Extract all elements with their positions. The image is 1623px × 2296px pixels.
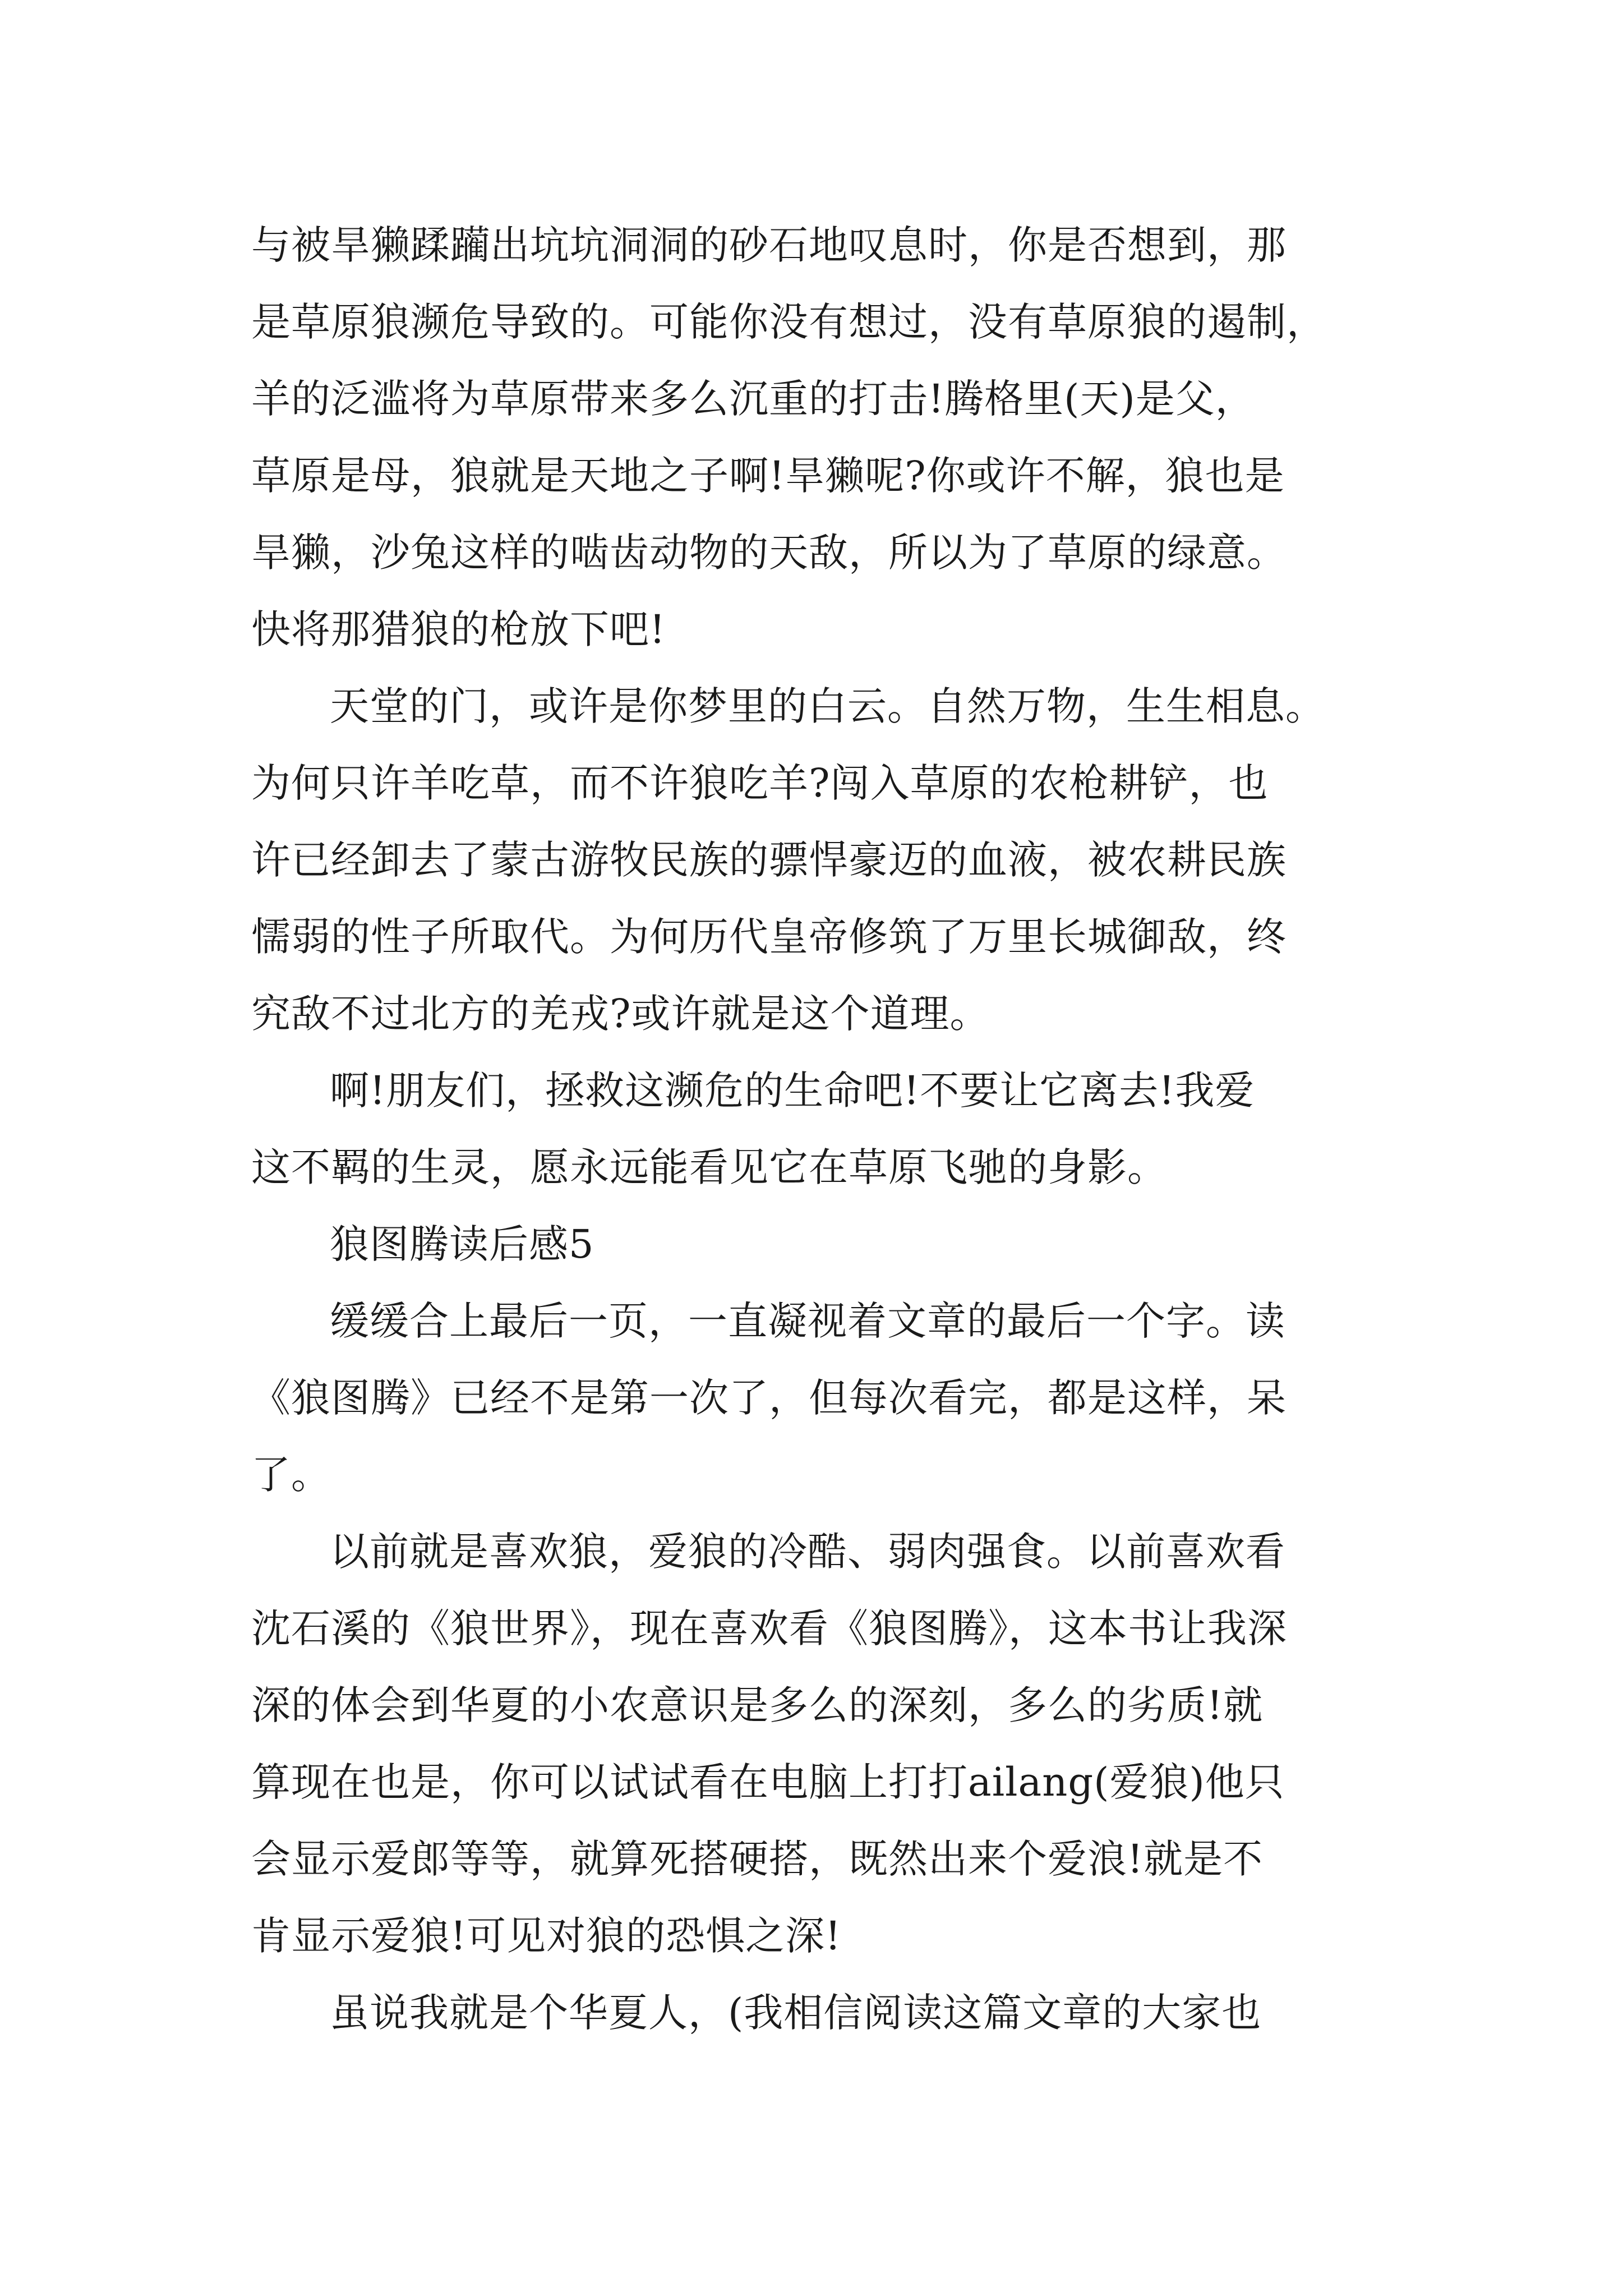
paragraph-first-line: 以前就是喜欢狼，爱狼的冷酷、弱肉强食。以前喜欢看 bbox=[330, 1529, 1285, 1575]
text-line: 肯显示爱狼!可见对狼的恐惧之深! bbox=[251, 1913, 842, 1959]
text-line: 旱獭，沙兔这样的啮齿动物的天敌，所以为了草原的绿意。 bbox=[251, 530, 1287, 576]
text-line: 这不羁的生灵，愿永远能看见它在草原飞驰的身影。 bbox=[251, 1144, 1167, 1190]
text-line: 算现在也是，你可以试试看在电脑上打打ailang(爱狼)他只 bbox=[251, 1759, 1285, 1805]
paragraph-first-line: 天堂的门，或许是你梦里的白云。自然万物，生生相息。 bbox=[330, 683, 1325, 729]
text-line: 深的体会到华夏的小农意识是多么的深刻，多么的劣质!就 bbox=[251, 1682, 1264, 1728]
text-line: 草原是母，狼就是天地之子啊!旱獭呢?你或许不解，狼也是 bbox=[251, 453, 1285, 499]
section-heading: 狼图腾读后感5 bbox=[330, 1221, 594, 1267]
text-line: 《狼图腾》已经不是第一次了，但每次看完，都是这样，呆 bbox=[251, 1375, 1287, 1421]
text-line: 与被旱獭蹂躏出坑坑洞洞的砂石地叹息时，你是否想到，那 bbox=[251, 222, 1287, 268]
text-line: 快将那猎狼的枪放下吧! bbox=[251, 606, 666, 652]
text-line: 懦弱的性子所取代。为何历代皇帝修筑了万里长城御敌，终 bbox=[251, 914, 1287, 960]
paragraph-first-line: 缓缓合上最后一页，一直凝视着文章的最后一个字。读 bbox=[330, 1298, 1285, 1344]
paragraph-first-line: 啊!朋友们，拯救这濒危的生命吧!不要让它离去!我爱 bbox=[330, 1068, 1255, 1114]
text-line: 许已经卸去了蒙古游牧民族的骠悍豪迈的血液，被农耕民族 bbox=[251, 837, 1287, 883]
text-line: 沈石溪的《狼世界》，现在喜欢看《狼图腾》，这本书让我深 bbox=[251, 1605, 1287, 1651]
text-line: 会显示爱郎等等，就算死搭硬搭，既然出来个爱浪!就是不 bbox=[251, 1836, 1264, 1882]
text-line: 了。 bbox=[251, 1452, 331, 1498]
paragraph-first-line: 虽说我就是个华夏人，(我相信阅读这篇文章的大家也 bbox=[330, 1990, 1262, 2036]
text-line: 是草原狼濒危导致的。可能你没有想过，没有草原狼的遏制， bbox=[251, 299, 1326, 345]
text-line: 究敌不过北方的羌戎?或许就是这个道理。 bbox=[251, 991, 990, 1037]
text-line: 羊的泛滥将为草原带来多么沉重的打击!腾格里(天)是父， bbox=[251, 376, 1255, 422]
text-line: 为何只许羊吃草，而不许狼吃羊?闯入草原的农枪耕铲，也 bbox=[251, 760, 1269, 806]
